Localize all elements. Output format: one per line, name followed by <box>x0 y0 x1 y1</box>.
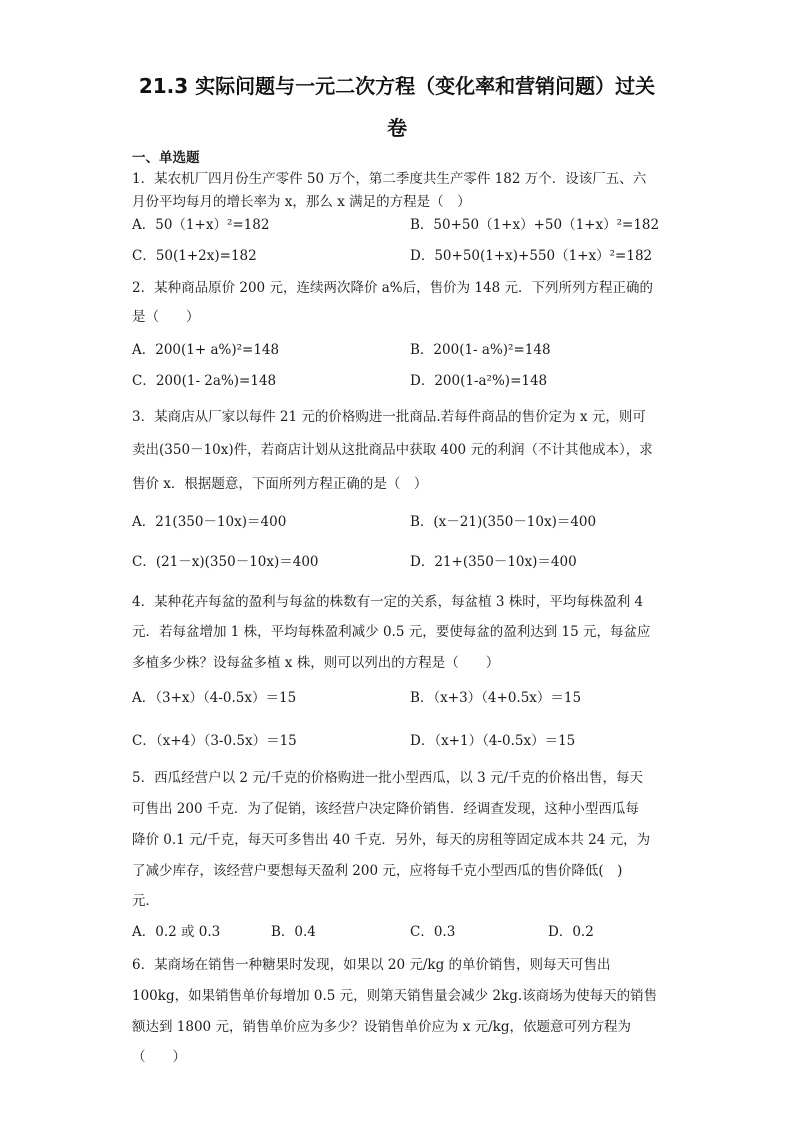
question-6-line-2: 100kg，如果销售单价每增加 0.5 元，则第天销售量会减少 2kg.该商场为使每天的销售 <box>132 988 658 1004</box>
question-1-option-c: C．50(1+2x)=182 <box>132 248 257 264</box>
question-3-option-c: C．(21－x)(350－10x)＝400 <box>132 554 319 570</box>
question-5-line-4: 了减少库存，该经营户要想每天盈利 200 元，应将每千克小型西瓜的售价降低( ) <box>132 863 623 879</box>
question-3-line-2: 卖出(350－10x)件，若商店计划从这批商品中获取 400 元的利润（不计其他成本），求 <box>132 442 653 458</box>
question-3-option-d: D．21+(350－10x)＝400 <box>410 554 577 570</box>
question-2-option-c: C．200(1- 2a%)=148 <box>132 373 277 389</box>
question-5-option-c: C．0.3 <box>410 924 456 940</box>
section-heading: 一、单选题 <box>132 150 200 166</box>
question-4-line-1: 4．某种花卉每盆的盈利与每盆的株数有一定的关系，每盆植 3 株时，平均每株盈利 4 <box>132 594 644 610</box>
page-title: 21.3 实际问题与一元二次方程（变化率和营销问题）过关 <box>138 74 656 98</box>
question-2-option-d: D．200(1-a²%)=148 <box>410 373 548 389</box>
question-6-line-3: 额达到 1800 元，销售单价应为多少？设销售单价应为 x 元/kg，依题意可列方程为 <box>132 1019 632 1035</box>
question-3-option-b: B．(x－21)(350－10x)＝400 <box>410 514 597 530</box>
question-6-line-1: 6．某商场在销售一种糖果时发现，如果以 20 元/kg 的单价销售，则每天可售出 <box>132 957 611 973</box>
question-2-option-b: B．200(1- a%)²=148 <box>410 342 551 358</box>
question-2-option-a: A．200(1+ a%)²=148 <box>132 342 280 358</box>
question-5-option-b: B．0.4 <box>271 924 316 940</box>
question-4-option-d: D．（x+1）（4-0.5x）＝15 <box>410 733 576 749</box>
question-2-line-2: 是（ ） <box>132 309 200 325</box>
question-1-option-b: B．50+50（1+x）+50（1+x）²=182 <box>410 217 660 233</box>
question-5-line-2: 可售出 200 千克．为了促销，该经营户决定降价销售．经调查发现，这种小型西瓜每 <box>132 801 639 817</box>
question-5-option-d: D．0.2 <box>548 924 594 940</box>
question-4-option-a: A．（3+x）（4-0.5x）＝15 <box>132 690 297 706</box>
question-4-option-c: C．（x+4）（3-0.5x）＝15 <box>132 733 297 749</box>
question-1-line-2: 月份平均每月的增长率为 x，那么 x 满足的方程是（ ） <box>132 194 471 210</box>
question-4-line-2: 元．若每盆增加 1 株，平均每株盈利减少 0.5 元，要使每盆的盈利达到 15 元，每盆应 <box>132 624 651 640</box>
question-5-line-3: 降价 0.1 元/千克，每天可多售出 40 千克．另外，每天的房租等固定成本共 24 元，为 <box>132 832 651 848</box>
question-5-option-a: A．0.2 或 0.3 <box>132 924 221 940</box>
question-3-option-a: A．21(350－10x)＝400 <box>132 514 287 530</box>
question-1-option-a: A．50（1+x）²=182 <box>132 217 270 233</box>
question-5-line-1: 5．西瓜经营户以 2 元/千克的价格购进一批小型西瓜，以 3 元/千克的价格出售，每天 <box>132 770 644 786</box>
question-2-line-1: 2．某种商品原价 200 元，连续两次降价 a%后，售价为 148 元．下列所列方程正确的 <box>132 280 653 296</box>
page-title-continued: 卷 <box>387 116 407 140</box>
question-6-line-4: （ ） <box>132 1049 186 1065</box>
question-4-option-b: B．（x+3）（4+0.5x）＝15 <box>410 690 582 706</box>
question-5-line-5: 元． <box>132 893 159 909</box>
question-3-line-1: 3．某商店从厂家以每件 21 元的价格购进一批商品.若每件商品的售价定为 x 元，则可 <box>132 409 646 425</box>
question-4-line-3: 多植多少株？设每盆多植 x 株，则可以列出的方程是（ ） <box>132 655 500 671</box>
question-1-line-1: 1．某农机厂四月份生产零件 50 万个，第二季度共生产零件 182 万个．设该厂五、六 <box>132 171 647 187</box>
question-1-option-d: D．50+50(1+x)+550（1+x）²=182 <box>410 248 653 264</box>
question-3-line-3: 售价 x．根据题意，下面所列方程正确的是（ ） <box>132 476 428 492</box>
